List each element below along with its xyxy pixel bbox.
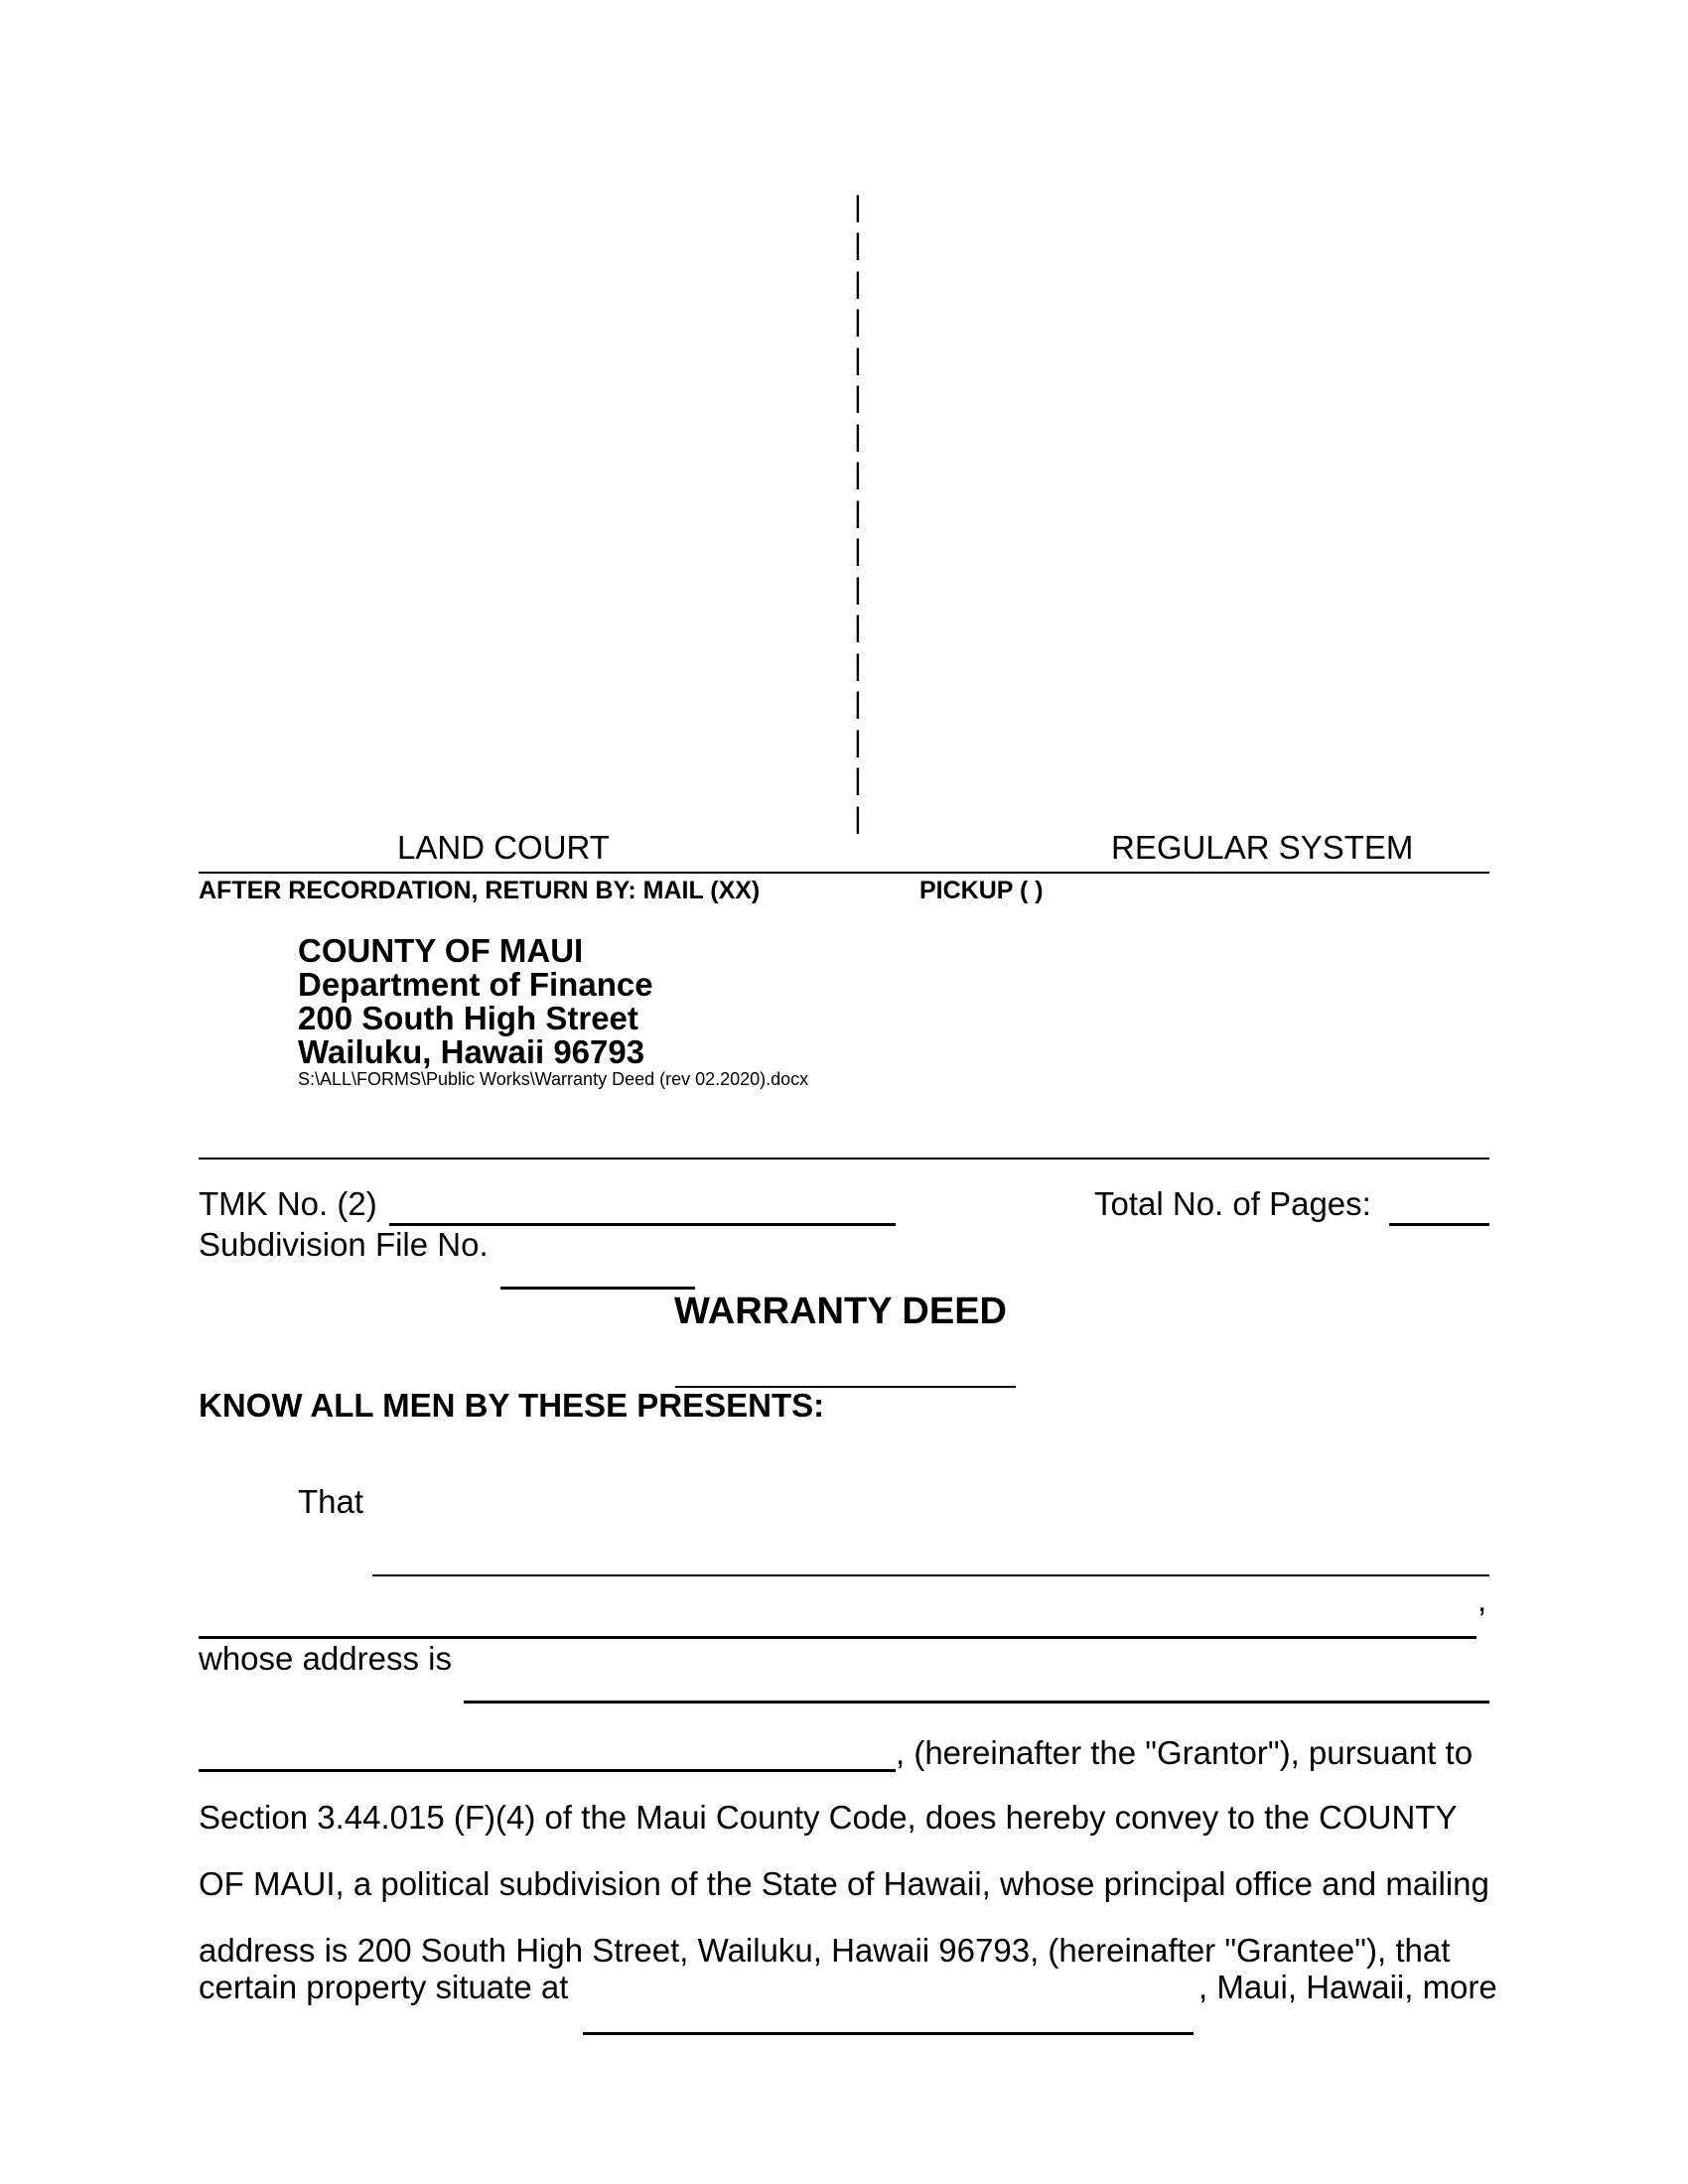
pickup-label: PICKUP ( )	[919, 877, 1044, 904]
subdivision-label: Subdivision File No.	[199, 1226, 489, 1263]
whose-address-text: whose address is	[199, 1640, 452, 1677]
property-location-prefix: certain property situate at	[199, 1969, 569, 2005]
divider-segment: |	[854, 420, 862, 453]
divider-segment: |	[854, 381, 862, 414]
divider-segment: |	[854, 343, 862, 376]
tmk-label: TMK No. (2)	[199, 1185, 377, 1222]
grantor-address-line	[464, 1701, 1489, 1704]
divider-segment: |	[854, 267, 862, 300]
body-text-line: OF MAUI, a political subdivision of the State of Hawaii, whose principal office and mailing	[199, 1865, 1489, 1902]
subdivision-field-line	[500, 1287, 695, 1290]
recording-rule	[199, 872, 1489, 874]
land-court-label: LAND COURT	[397, 829, 610, 866]
grantor-address-line	[199, 1769, 896, 1772]
body-text-line: address is 200 South High Street, Wailuku, Hawaii 96793, (hereinafter "Grantee"), that	[199, 1932, 1451, 1969]
section-divider	[199, 1158, 1489, 1160]
address-line: 200 South High Street	[298, 1000, 638, 1036]
know-all-heading: KNOW ALL MEN BY THESE PRESENTS:	[199, 1387, 825, 1424]
body-text-line: Section 3.44.015 (F)(4) of the Maui County Code, does hereby convey to the COUNTY	[199, 1799, 1458, 1836]
document-title: WARRANTY DEED	[674, 1291, 1007, 1332]
divider-segment: |	[854, 611, 862, 643]
divider-segment: |	[854, 305, 862, 338]
divider-segment: |	[854, 763, 862, 796]
property-location-suffix: , Maui, Hawaii, more	[1198, 1969, 1497, 2005]
grantor-name-line	[199, 1636, 1477, 1639]
return-address-block	[298, 934, 808, 1089]
divider-segment: |	[854, 534, 862, 567]
divider-segment: |	[854, 573, 862, 606]
divider-segment: |	[854, 228, 862, 261]
divider-segment: |	[854, 649, 862, 682]
address-line: Wailuku, Hawaii 96793	[298, 1033, 645, 1070]
address-line: Department of Finance	[298, 966, 653, 1003]
that-text: That	[298, 1483, 364, 1520]
grantor-clause-text: , (hereinafter the "Grantor"), pursuant to	[896, 1734, 1474, 1771]
form-file-path: S:\ALL\FORMS\Public Works\Warranty Deed (rev 02.2020).docx	[298, 1069, 809, 1089]
divider-segment: |	[854, 191, 862, 223]
divider-segment: |	[854, 458, 862, 490]
comma-text: ,	[1477, 1581, 1487, 1618]
regular-system-label: REGULAR SYSTEM	[1111, 829, 1414, 866]
divider-segment: |	[854, 496, 862, 529]
divider-segment: |	[854, 687, 862, 720]
divider-segment: |	[854, 802, 862, 835]
divider-segment: |	[854, 726, 862, 758]
total-pages-field-line	[1389, 1223, 1489, 1226]
return-by-label: AFTER RECORDATION, RETURN BY: MAIL (XX)	[199, 877, 761, 904]
total-pages-label: Total No. of Pages:	[1094, 1185, 1371, 1222]
address-line: COUNTY OF MAUI	[298, 932, 584, 969]
grantor-name-line	[372, 1574, 1489, 1576]
property-location-line	[583, 2032, 1194, 2035]
